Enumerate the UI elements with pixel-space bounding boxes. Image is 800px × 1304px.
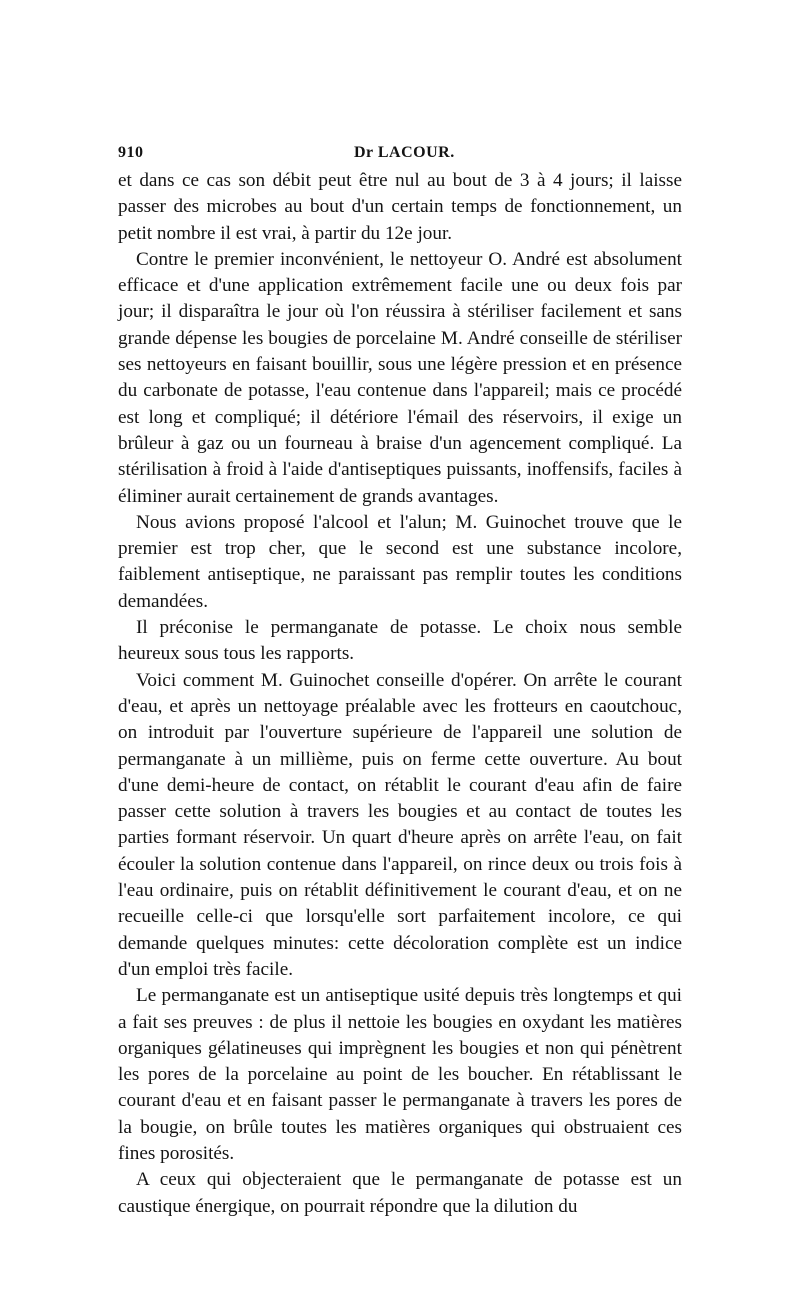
body-text [118, 168, 682, 1220]
paragraph: A ceux qui objecteraient que le permanganate de potasse est un caustique énergique, on pourrait répondre que la dilution du [118, 1169, 682, 1217]
paragraph: Voici comment M. Guinochet conseille d'opérer. On arrête le courant d'eau, et après un nettoyage préalable avec les frotteurs en caoutchouc, on introduit par l'ouverture supérieure de l'appareil une solution de permanganate à un millième, puis on ferme cette ouverture. Au bout d'une demi-heure de contact, on rétablit le courant d'eau afin de faire passer cette solution à travers les bougies et au contact de toutes les parties formant réservoir. Un quart d'heure après on arrête l'eau, on fait écouler la solution contenue dans l'appareil, on rince deux ou trois fois à l'eau ordinaire, puis on rétablit définitivement le courant d'eau, et on ne recueille celle-ci que lorsqu'elle sort parfaitement incolore, ce qui demande quelques minutes: cette décoloration complète est un indice d'un emploi très facile. [118, 669, 682, 980]
paragraph-continuation: et dans ce cas son débit peut être nul au bout de 3 à 4 jours; il laisse passer des microbes au bout d'un certain temps de fonctionnement, un petit nombre il est vrai, à partir du 12e jour. [118, 170, 682, 244]
paragraph: Contre le premier inconvénient, le nettoyeur O. André est absolument efficace et d'une application extrêmement facile une ou deux fois par jour; il disparaîtra le jour où l'on réussira à stériliser facilement et sans grande dépense les bougies de porcelaine M. André conseille de stériliser ses nettoyeurs en faisant bouillir, sous une légère pression et en présence du carbonate de potasse, l'eau contenue dans l'appareil; mais ce procédé est long et compliqué; il détériore l'émail des réservoirs, il exige un brûleur à gaz ou un fourneau à braise d'un agencement compliqué. La stérilisation à froid à l'aide d'antiseptiques puissants, inoffensifs, faciles à éliminer aurait certainement de grands avantages. [118, 248, 682, 507]
paragraph: Le permanganate est un antiseptique usité depuis très longtemps et qui a fait ses preuves : de plus il nettoie les bougies en oxydant les matières organiques gélatineuses qui imprègnent les bougies et non qui pénètrent les pores de la porcelaine au point de les boucher. En rétablissant le courant d'eau et en faisant passer le permanganate à travers les pores de la bougie, on brûle toutes les matières organiques qui obstruaient ces fines porosités. [118, 985, 682, 1164]
running-title: Dr LACOUR. [354, 144, 455, 161]
page-number: 910 [118, 144, 144, 161]
running-head [118, 138, 682, 168]
book-page [118, 138, 682, 1220]
paragraph: Nous avions proposé l'alcool et l'alun; M. Guinochet trouve que le premier est trop cher, que le second est une substance incolore, faiblement antiseptique, ne paraissant pas remplir toutes les conditions demandées. [118, 511, 682, 612]
paragraph: Il préconise le permanganate de potasse. Le choix nous semble heureux sous tous les rapports. [118, 617, 682, 665]
